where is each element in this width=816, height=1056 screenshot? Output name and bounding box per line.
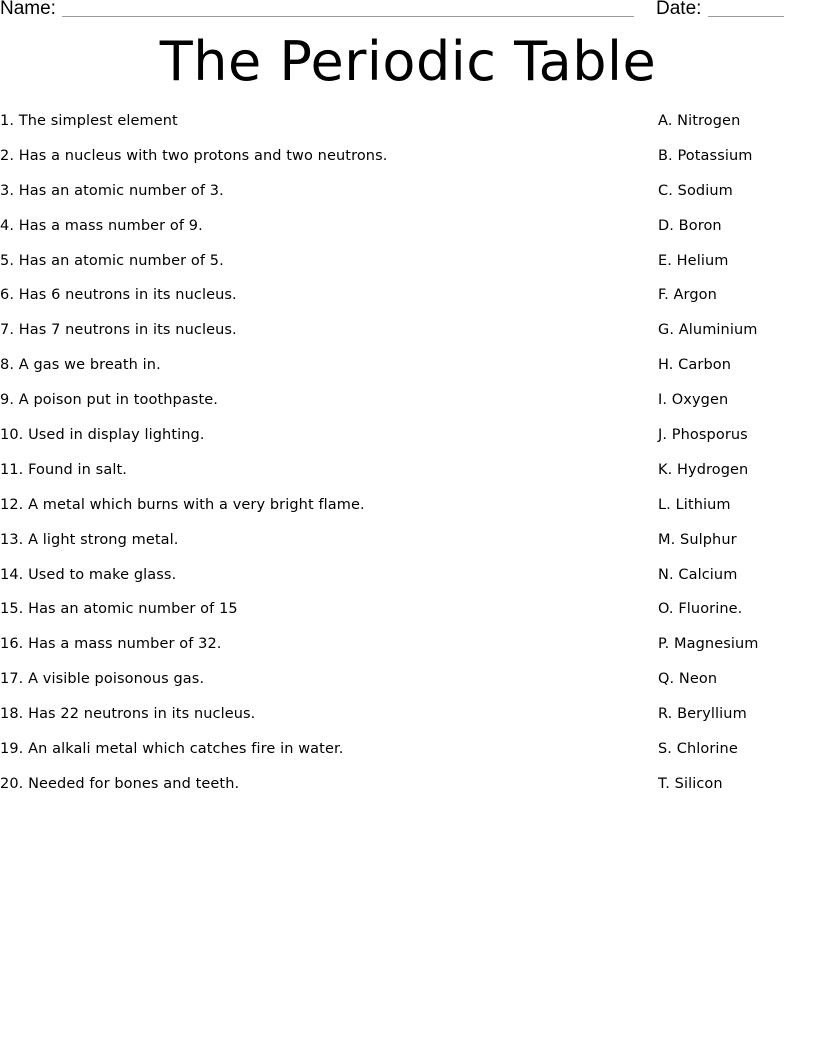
clue-item: 3. Has an atomic number of 3. [0, 182, 224, 199]
answer-item: H. Carbon [658, 357, 732, 374]
answer-item: O. Fluorine. [658, 601, 743, 618]
clue-item: 15. Has an atomic number of 15 [0, 601, 238, 618]
clue-item: 11. Found in salt. [0, 461, 127, 478]
answer-list [658, 112, 816, 810]
clue-item: 1. The simplest element [0, 113, 178, 129]
clue-item: 7. Has 7 neutrons in its nucleus. [0, 322, 237, 339]
name-label: Name: [0, 0, 56, 19]
worksheet-header [0, 0, 816, 24]
clue-item: 9. A poison put in toothpaste. [0, 392, 218, 409]
clue-item: 18. Has 22 neutrons in its nucleus. [0, 706, 256, 723]
answer-item: G. Aluminium [658, 322, 758, 339]
clue-item: 8. A gas we breath in. [0, 357, 161, 374]
answer-item: P. Magnesium [658, 636, 759, 653]
answer-item: T. Silicon [658, 775, 723, 792]
answer-item: S. Chlorine [658, 741, 738, 758]
answer-item: L. Lithium [658, 496, 731, 513]
clue-item: 2. Has a nucleus with two protons and two neutrons. [0, 147, 388, 164]
clue-item: 19. An alkali metal which catches fire in water. [0, 741, 344, 758]
answer-item: Q. Neon [658, 671, 718, 688]
clue-list [0, 112, 620, 810]
answer-item: A. Nitrogen [658, 113, 741, 129]
answer-item: J. Phosporus [658, 427, 748, 444]
clue-item: 16. Has a mass number of 32. [0, 636, 222, 653]
answer-item: C. Sodium [658, 182, 733, 199]
clue-item: 12. A metal which burns with a very bright flame. [0, 496, 365, 513]
clue-item: 20. Needed for bones and teeth. [0, 775, 240, 792]
clue-item: 17. A visible poisonous gas. [0, 671, 205, 688]
clue-item: 4. Has a mass number of 9. [0, 217, 203, 234]
date-blank-line[interactable] [708, 16, 784, 17]
clue-item: 14. Used to make glass. [0, 566, 177, 583]
answer-item: N. Calcium [658, 566, 738, 583]
clue-item: 5. Has an atomic number of 5. [0, 252, 224, 269]
answer-item: I. Oxygen [658, 392, 729, 409]
answer-item: F. Argon [658, 287, 717, 304]
clue-item: 10. Used in display lighting. [0, 427, 205, 444]
date-label: Date: [656, 0, 702, 19]
answer-item: M. Sulphur [658, 531, 737, 548]
answer-item: B. Potassium [658, 147, 753, 164]
answer-item: R. Beryllium [658, 706, 747, 723]
clue-item: 6. Has 6 neutrons in its nucleus. [0, 287, 237, 304]
clue-item: 13. A light strong metal. [0, 531, 179, 548]
page-title: The Periodic Table [159, 30, 657, 93]
name-blank-line[interactable] [62, 16, 634, 17]
answer-item: D. Boron [658, 217, 722, 234]
answer-item: E. Helium [658, 252, 729, 269]
answer-item: K. Hydrogen [658, 461, 749, 478]
